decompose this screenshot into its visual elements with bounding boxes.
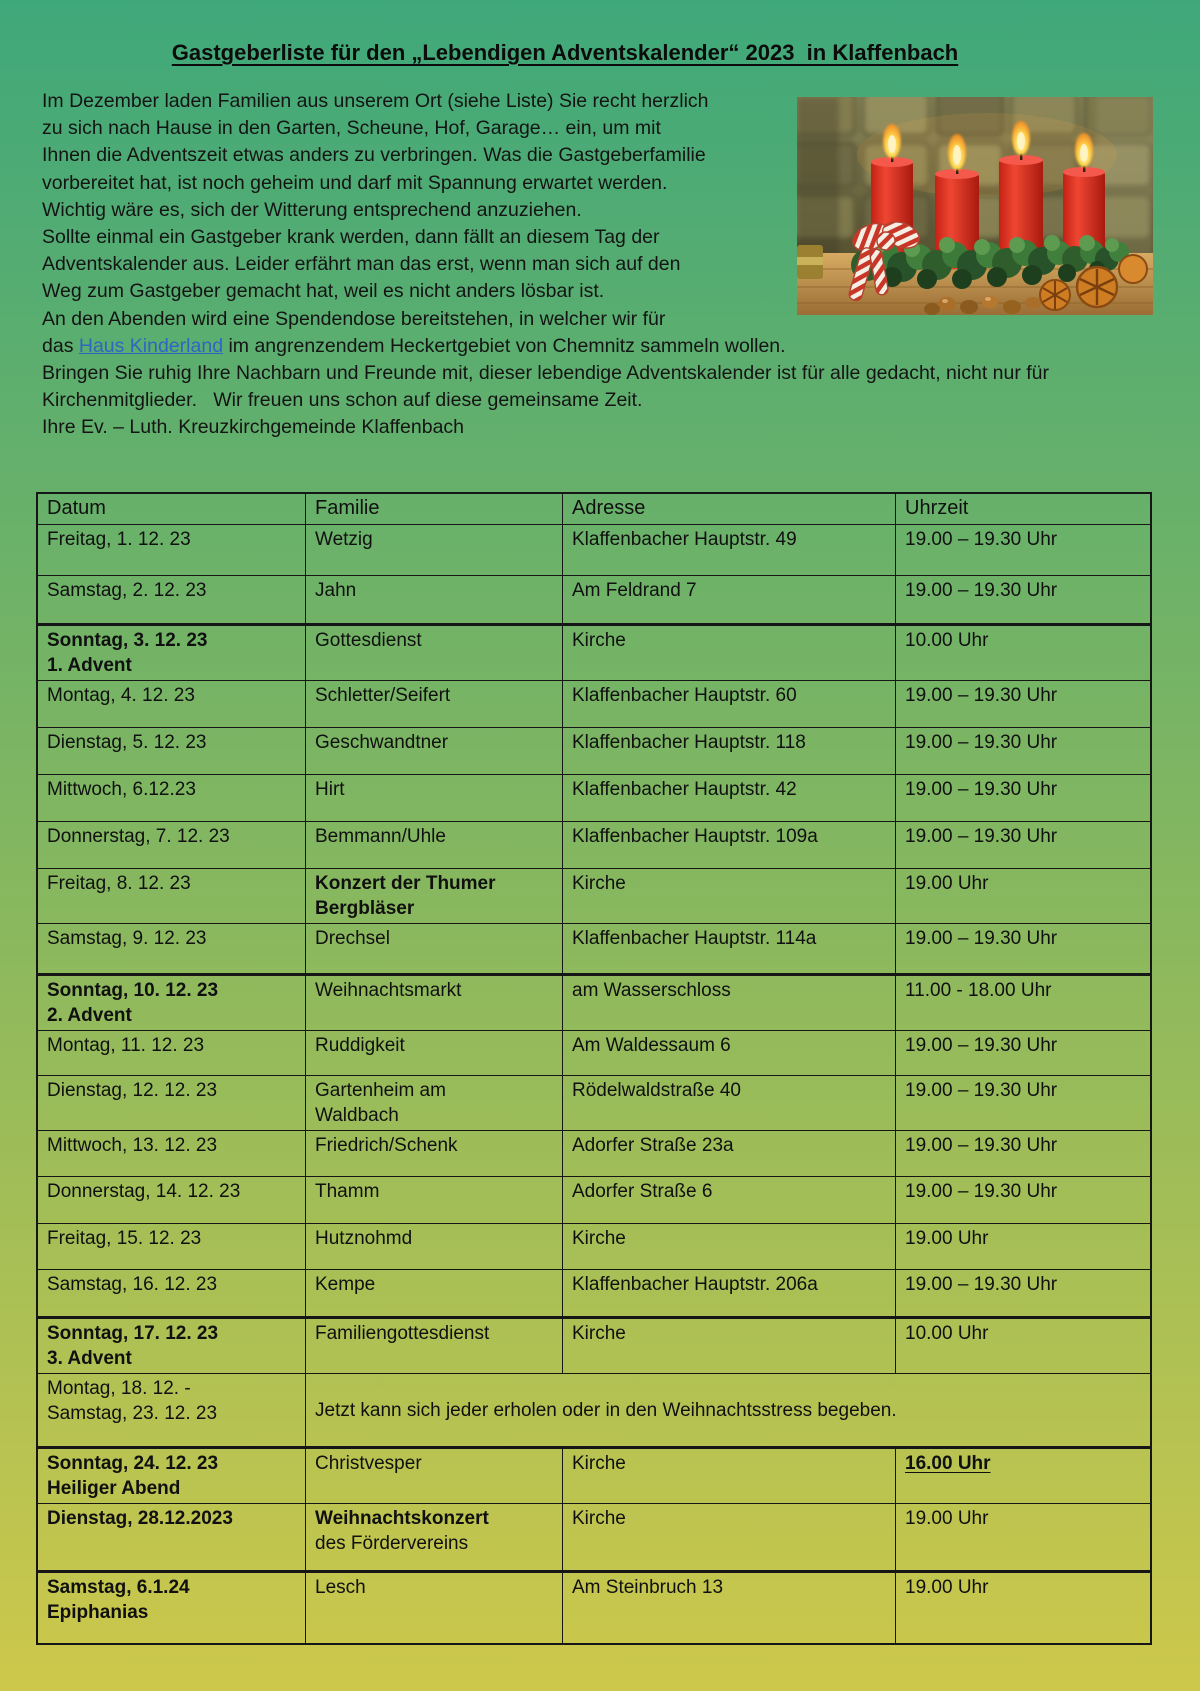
cell-uhrzeit: 10.00 Uhr [905,630,989,651]
cell-familie: Bemmann/Uhle [306,822,563,868]
cell-datum: Freitag, 1. 12. 23 [38,525,306,575]
cell-familie: Weihnachtsmarkt [306,976,563,1030]
cell-datum: Donnerstag, 7. 12. 23 [38,822,306,868]
cell-datum: Sonntag, 10. 12. 23 2. Advent [38,976,306,1030]
table-row [38,1223,1150,1269]
cell-uhrzeit: 19.00 – 19.30 Uhr [905,732,1058,753]
cell-datum: Sonntag, 3. 12. 23 1. Advent [38,626,306,680]
cell-merged-note: Jetzt kann sich jeder erholen oder in den Weihnachtsstress begeben. [315,1399,897,1421]
cell-familie: Hutznohmd [306,1224,563,1269]
cell-familie: Gartenheim am Waldbach [306,1076,563,1130]
cell-uhrzeit: 19.00 – 19.30 Uhr [905,1181,1058,1202]
intro-line: An den Abenden wird eine Spendendose bereitstehen, in welcher wir für [42,307,666,330]
table-row [38,923,1150,973]
cell-adresse: am Wasserschloss [563,976,896,1030]
table-row [38,868,1150,923]
cell-uhrzeit: 19.00 Uhr [905,1508,989,1529]
cell-uhrzeit: 19.00 – 19.30 Uhr [905,1135,1058,1156]
column-header-uhrzeit: Uhrzeit [905,497,969,519]
haus-kinderland-link[interactable]: Haus Kinderland [78,334,224,357]
table-row [38,1316,1150,1373]
cell-familie: Lesch [306,1573,563,1643]
cell-familie: Thamm [306,1177,563,1223]
cell-familie: Ruddigkeit [306,1031,563,1075]
intro-line: Wichtig wäre es, sich der Witterung entsprechend anzuziehen. [42,198,582,221]
cell-familie: Drechsel [306,924,563,973]
table-row [38,1373,1150,1446]
cell-familie: Gottesdienst [306,626,563,680]
cell-familie: Weihnachtskonzert des Fördervereins [306,1504,563,1570]
table-row [38,1176,1150,1223]
cell-adresse: Adorfer Straße 6 [563,1177,896,1223]
cell-uhrzeit: 19.00 – 19.30 Uhr [905,1080,1058,1101]
table-row [38,623,1150,680]
cell-datum: Freitag, 8. 12. 23 [38,869,306,923]
table-row [38,575,1150,623]
table-row [38,1446,1150,1503]
cell-uhrzeit: 19.00 – 19.30 Uhr [905,779,1058,800]
cell-adresse: Klaffenbacher Hauptstr. 118 [563,728,896,774]
cell-uhrzeit: 19.00 Uhr [905,1577,989,1598]
cell-familie: Geschwandtner [306,728,563,774]
intro-line: Sollte einmal ein Gastgeber krank werden, dann fällt an diesem Tag der [42,226,660,249]
intro-line: Im Dezember laden Familien aus unserem Ort (siehe Liste) Sie recht herzlich [42,90,709,112]
cell-familie: Familiengottesdienst [306,1319,563,1373]
table-row [38,525,1150,575]
cell-adresse: Klaffenbacher Hauptstr. 206a [563,1270,896,1316]
intro-line: Ihre Ev. – Luth. Kreuzkirchgemeinde Klaffenbach [42,416,465,439]
cell-uhrzeit: 16.00 Uhr [905,1453,991,1474]
column-header-familie: Familie [306,494,563,524]
cell-familie: Konzert der Thumer Bergbläser [306,869,563,923]
cell-adresse: Kirche [563,1504,896,1570]
cell-datum: Freitag, 15. 12. 23 [38,1224,306,1269]
page-title: Gastgeberliste für den „Lebendigen Adventskalender“ 2023 in Klaffenbach [171,40,959,65]
cell-familie: Hirt [306,775,563,821]
cell-uhrzeit: 19.00 – 19.30 Uhr [905,580,1058,601]
intro-line: Bringen Sie ruhig Ihre Nachbarn und Freunde mit, dieser lebendige Adventskalender ist für alle gedacht, nicht nur für [42,362,1050,385]
cell-adresse: Am Feldrand 7 [563,576,896,623]
table-header-row [38,494,1150,525]
intro-text-segment: das [42,334,79,357]
cell-uhrzeit: 19.00 – 19.30 Uhr [905,826,1058,847]
cell-familie: Kempe [306,1270,563,1316]
cell-uhrzeit: 11.00 - 18.00 Uhr [905,980,1052,1001]
intro-line: Kirchenmitglieder. Wir freuen uns schon auf diese gemeinsame Zeit. [42,389,643,412]
table-row [38,774,1150,821]
cell-adresse: Kirche [563,1224,896,1269]
cell-datum: Montag, 4. 12. 23 [38,681,306,727]
intro-line: Adventskalender aus. Leider erfährt man das erst, wenn man sich auf den [42,253,681,276]
cell-adresse: Kirche [563,1319,896,1373]
cell-datum: Samstag, 6.1.24 Epiphanias [38,1573,306,1643]
cell-adresse: Klaffenbacher Hauptstr. 60 [563,681,896,727]
cell-familie: Jahn [306,576,563,623]
table-row [38,1269,1150,1316]
cell-familie: Friedrich/Schenk [306,1131,563,1176]
intro-line: vorbereitet hat, ist noch geheim und darf mit Spannung erwartet werden. [42,171,668,194]
table-row [38,1075,1150,1130]
cell-datum: Sonntag, 24. 12. 23 Heiliger Abend [38,1449,306,1503]
table-row [38,821,1150,868]
cell-datum: Montag, 11. 12. 23 [38,1031,306,1075]
table-body [38,525,1150,1643]
cell-uhrzeit: 19.00 Uhr [905,1228,989,1249]
cell-adresse: Rödelwaldstraße 40 [563,1076,896,1130]
table-row [38,973,1150,1030]
table-row [38,727,1150,774]
cell-adresse: Am Steinbruch 13 [563,1573,896,1643]
cell-adresse: Kirche [563,869,896,923]
advent-wreath-photo [797,97,1153,315]
cell-adresse: Klaffenbacher Hauptstr. 109a [563,822,896,868]
cell-adresse: Kirche [563,1449,896,1503]
cell-adresse: Klaffenbacher Hauptstr. 114a [563,924,896,973]
cell-uhrzeit: 19.00 – 19.30 Uhr [905,928,1058,949]
cell-datum: Montag, 18. 12. - Samstag, 23. 12. 23 [38,1374,306,1446]
cell-datum: Mittwoch, 6.12.23 [38,775,306,821]
cell-uhrzeit: 19.00 – 19.30 Uhr [905,1035,1058,1056]
intro-line [42,333,1172,360]
column-header-datum: Datum [38,494,306,524]
advent-wreath-illustration [797,97,1153,315]
table-row [38,680,1150,727]
cell-uhrzeit: 19.00 – 19.30 Uhr [905,1274,1058,1295]
cell-adresse: Am Waldessaum 6 [563,1031,896,1075]
cell-datum: Mittwoch, 13. 12. 23 [38,1131,306,1176]
cell-adresse: Adorfer Straße 23a [563,1131,896,1176]
cell-uhrzeit: 19.00 – 19.30 Uhr [905,685,1058,706]
cell-datum: Dienstag, 12. 12. 23 [38,1076,306,1130]
cell-datum: Samstag, 16. 12. 23 [38,1270,306,1316]
cell-familie: Wetzig [306,525,563,575]
table-row [38,1030,1150,1075]
table-row [38,1130,1150,1176]
cell-adresse: Klaffenbacher Hauptstr. 49 [563,525,896,575]
cell-uhrzeit: 10.00 Uhr [905,1323,989,1344]
cell-adresse: Kirche [563,626,896,680]
cell-uhrzeit: 19.00 – 19.30 Uhr [905,529,1058,550]
cell-datum: Dienstag, 5. 12. 23 [38,728,306,774]
cell-datum: Sonntag, 17. 12. 23 3. Advent [38,1319,306,1373]
cell-datum: Donnerstag, 14. 12. 23 [38,1177,306,1223]
cell-familie: Schletter/Seifert [306,681,563,727]
cell-datum: Samstag, 9. 12. 23 [38,924,306,973]
table-row [38,1503,1150,1570]
cell-familie: Christvesper [306,1449,563,1503]
cell-datum: Dienstag, 28.12.2023 [38,1504,306,1570]
cell-datum: Samstag, 2. 12. 23 [38,576,306,623]
schedule-table [36,492,1152,1645]
cell-uhrzeit: 19.00 Uhr [905,873,989,894]
table-row [38,1570,1150,1643]
intro-line: Weg zum Gastgeber gemacht hat, weil es nicht anders lösbar ist. [42,280,605,303]
intro-line: zu sich nach Hause in den Garten, Scheune, Hof, Garage… ein, um mit [42,117,661,140]
intro-line: Ihnen die Adventszeit etwas anders zu verbringen. Was die Gastgeberfamilie [42,144,706,167]
intro-text-segment: im angrenzendem Heckertgebiet von Chemnitz sammeln wollen. [223,334,786,357]
column-header-adresse: Adresse [563,494,896,524]
cell-adresse: Klaffenbacher Hauptstr. 42 [563,775,896,821]
